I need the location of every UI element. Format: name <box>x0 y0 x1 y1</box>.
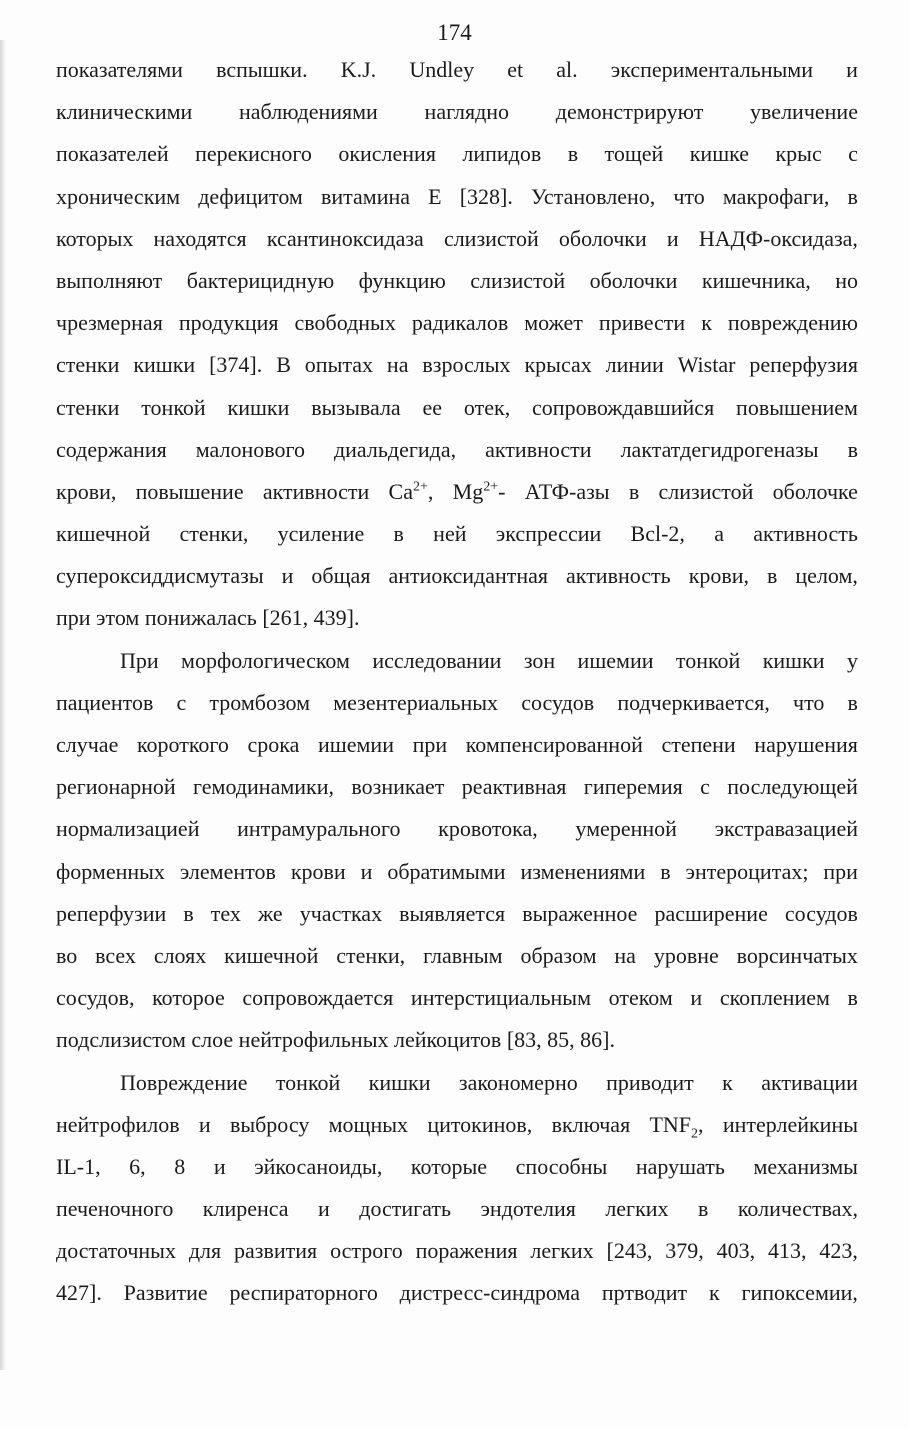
word: Повреждение <box>120 1069 248 1095</box>
word: на <box>386 352 409 378</box>
word: закономерно <box>458 1069 578 1095</box>
word: АТФ-азы <box>524 478 610 504</box>
word: поражения <box>415 1238 518 1264</box>
word: содержания <box>56 436 167 462</box>
body-text <box>56 49 858 1315</box>
word: 427]. <box>56 1280 102 1306</box>
text-line <box>56 1272 858 1314</box>
word: лактатдегидрогеназы <box>620 436 819 462</box>
word: 379, <box>665 1238 704 1264</box>
word: 8 <box>174 1153 186 1179</box>
text-line <box>56 977 858 1019</box>
word: в <box>847 689 858 715</box>
word: эйкосаноиды, <box>254 1153 383 1179</box>
text-line <box>56 133 858 175</box>
word: вспышки. <box>216 57 308 82</box>
word: в <box>767 563 778 589</box>
word: для <box>188 1238 222 1264</box>
word: и <box>666 225 679 251</box>
word: умеренной <box>575 816 677 842</box>
word: сосудов, <box>56 985 135 1011</box>
word: с <box>848 141 858 167</box>
word: и <box>198 1111 211 1137</box>
text-line <box>56 513 858 555</box>
word: стенки, <box>179 521 249 547</box>
word: хроническим <box>56 183 181 209</box>
word: отеком <box>608 985 673 1011</box>
word: сосудов <box>784 900 858 926</box>
word: экстравазацией <box>714 816 858 842</box>
word: Е <box>428 183 442 209</box>
word: срока <box>247 732 300 757</box>
word: экспрессии <box>495 521 602 547</box>
word: может <box>524 310 583 336</box>
word: крови <box>290 858 346 884</box>
word: цитокинов, <box>427 1111 533 1137</box>
word: опытах <box>304 352 373 378</box>
word: привести <box>598 310 686 336</box>
word: мощных <box>328 1111 409 1137</box>
word: скоплением <box>719 985 830 1011</box>
word: в <box>628 478 640 504</box>
word: случае <box>56 732 119 757</box>
word: крови, <box>56 478 117 504</box>
word: et <box>507 57 524 82</box>
word: во <box>56 942 78 968</box>
word: тромбозом <box>209 689 311 715</box>
text-line <box>56 1188 858 1230</box>
word: регионарной <box>56 774 176 800</box>
text-line: подслизистом слое нейтрофильных лейкоцитов [83, 85, 86]. <box>56 1027 615 1053</box>
word: активации <box>761 1069 858 1095</box>
word: тонкой <box>141 394 206 420</box>
word: же <box>257 900 283 926</box>
text-line <box>56 344 858 386</box>
text-line <box>56 1230 858 1272</box>
word: приводит <box>606 1069 694 1095</box>
text-line <box>56 429 858 471</box>
word: реперфузия <box>749 352 858 378</box>
text-line <box>56 471 858 513</box>
word: нарушать <box>635 1153 725 1179</box>
word: ксантиноксидаза <box>266 225 424 251</box>
text-line <box>56 724 858 766</box>
word: образом <box>520 942 597 968</box>
word: выявляется <box>399 900 506 926</box>
word: расширение <box>654 900 768 926</box>
word: крысах <box>524 352 592 378</box>
word: активности <box>262 478 370 504</box>
word: выбросу <box>229 1111 310 1137</box>
word: [374]. <box>209 352 263 378</box>
word: достигать <box>359 1196 452 1222</box>
word: энтероцитах; <box>685 858 809 884</box>
word: отек, <box>463 394 511 420</box>
word: кишечной <box>56 521 151 547</box>
word: стенки, <box>336 942 406 968</box>
word: и <box>690 985 703 1011</box>
word: общая <box>311 563 371 589</box>
page-number: 174 <box>437 20 472 45</box>
text-line <box>56 1146 858 1188</box>
word: которых <box>56 225 134 251</box>
word: нейтрофилов <box>56 1111 180 1137</box>
word: и <box>846 57 858 82</box>
word: гемодинамики, <box>193 774 334 800</box>
word: наглядно <box>424 99 510 125</box>
text-line <box>56 640 858 682</box>
word: повреждению <box>727 310 858 336</box>
word: кишки <box>368 1069 431 1095</box>
word: зон <box>523 647 556 673</box>
word: нарушения <box>754 732 858 757</box>
word: [243, <box>606 1238 653 1264</box>
word: При <box>120 647 159 673</box>
word: перекисного <box>195 141 312 167</box>
word: крови, <box>688 563 750 589</box>
word: в <box>660 858 671 884</box>
word: исследовании <box>372 647 502 673</box>
text-line <box>56 851 858 893</box>
word: в <box>698 1196 709 1222</box>
word: клиренса <box>202 1196 289 1222</box>
word: к <box>722 1069 733 1095</box>
word: и <box>360 858 373 884</box>
word: крыс <box>775 141 822 167</box>
word: главным <box>423 942 503 968</box>
word: легких <box>605 1196 669 1222</box>
word: кишечной <box>224 942 319 968</box>
text-line <box>56 1062 858 1104</box>
text-line <box>56 766 858 808</box>
word: В <box>276 352 291 378</box>
word: реперфузии <box>56 900 167 926</box>
word: диальдегида, <box>333 436 457 462</box>
word: интерстициальным <box>410 985 591 1011</box>
word: активность <box>566 563 671 589</box>
word: к <box>701 310 712 336</box>
text-line <box>56 682 858 724</box>
word: показателями <box>56 57 183 82</box>
word: [328]. <box>459 183 513 209</box>
word: Undley <box>409 57 475 82</box>
word: кровотока, <box>438 816 538 842</box>
word: легких <box>530 1238 594 1264</box>
word: оболочки <box>589 267 678 293</box>
word: компенсированной <box>465 732 643 757</box>
word: липидов <box>462 141 542 167</box>
word: в <box>847 183 858 209</box>
word: $Mg^{2+}-$ <box>452 478 506 504</box>
word: а <box>714 521 724 547</box>
text-line <box>56 176 858 218</box>
word: изменениями <box>520 858 646 884</box>
word: наблюдениями <box>239 99 378 125</box>
word: целом, <box>795 563 858 589</box>
word: кишечника, <box>701 267 811 293</box>
word: способны <box>515 1153 608 1179</box>
word: к <box>708 1280 720 1306</box>
word: тонкой <box>675 647 741 673</box>
word: IL-1, <box>56 1153 101 1179</box>
word: клиническими <box>56 99 193 125</box>
word: кишке <box>689 141 750 167</box>
word: ворсинчатых <box>736 942 858 968</box>
word: механизмы <box>753 1153 858 1179</box>
word: которое <box>152 985 225 1011</box>
word: что <box>793 689 825 715</box>
word: находятся <box>153 225 247 251</box>
word: Wistar <box>677 352 736 378</box>
word: свободных <box>294 310 396 336</box>
word: последующей <box>727 774 858 800</box>
word: функцию <box>358 267 446 293</box>
word: гипоксемии, <box>741 1280 858 1306</box>
word: и <box>281 563 294 589</box>
word: ишемии <box>577 647 654 673</box>
word: дефицитом <box>198 183 303 209</box>
word: и <box>213 1153 226 1179</box>
word: и <box>318 1196 330 1222</box>
word: супероксиддисмутазы <box>56 563 264 589</box>
text-line: при этом понижалась [261, 439]. <box>56 605 360 631</box>
word: $Ca^{2+}$, <box>388 478 434 504</box>
word: реактивная <box>461 774 567 800</box>
word: в <box>567 141 579 167</box>
word: al. <box>556 57 578 82</box>
word: взрослых <box>422 352 511 378</box>
text-line <box>56 387 858 429</box>
word: радикалов <box>411 310 509 336</box>
word: на <box>614 942 636 968</box>
word: форменных <box>56 858 165 884</box>
word: макрофаги, <box>722 183 830 209</box>
word: бактерицидную <box>186 267 335 293</box>
word: показателей <box>56 141 169 167</box>
word: в <box>393 521 404 547</box>
word: K.J. <box>340 57 377 82</box>
word: пртводит <box>601 1280 688 1306</box>
text-line <box>56 808 858 850</box>
word: 423, <box>819 1238 858 1264</box>
word: ишемии <box>318 732 394 757</box>
word: с <box>176 689 187 715</box>
word: активности <box>485 436 592 462</box>
word: морфологическом <box>181 647 350 673</box>
word: экспериментальными <box>610 57 814 82</box>
word: малонового <box>195 436 305 462</box>
word: что <box>673 183 705 209</box>
word: эндотелия <box>480 1196 576 1222</box>
word: тех <box>210 900 241 926</box>
text-line <box>56 91 858 133</box>
word: 6, <box>129 1153 146 1179</box>
word: 413, <box>768 1238 807 1264</box>
word: в <box>183 900 194 926</box>
word: подчеркивается, <box>617 689 770 715</box>
word: степени <box>661 732 736 757</box>
word: с <box>700 774 710 800</box>
word: тощей <box>604 141 664 167</box>
word: уровне <box>653 942 719 968</box>
word: сопровождавшийся <box>532 394 715 420</box>
word: оболочки <box>558 225 647 251</box>
word: стенки <box>56 352 120 378</box>
word: 403, <box>716 1238 756 1264</box>
word: при <box>412 732 448 757</box>
word: тонкой <box>275 1069 341 1095</box>
word: выполняют <box>56 267 163 293</box>
scan-edge-shadow <box>0 40 6 1370</box>
word: выраженное <box>522 900 638 926</box>
word: кишки <box>762 647 825 673</box>
word: повышение <box>135 478 244 504</box>
word: $TNF_2$, <box>649 1111 704 1142</box>
word: элементов <box>179 858 276 884</box>
word: развития <box>234 1238 318 1264</box>
word: гиперемия <box>583 774 683 800</box>
word: кишки <box>227 394 290 420</box>
word: достаточных <box>56 1238 176 1264</box>
word: интрамурального <box>237 816 401 842</box>
word: антиоксидантная <box>388 563 549 589</box>
word: стенки <box>56 394 120 420</box>
word: вызывала <box>311 394 401 420</box>
word: включая <box>551 1111 631 1137</box>
word: интерлейкины <box>722 1111 858 1137</box>
word: мезентериальных <box>333 689 499 715</box>
word: респираторного <box>229 1280 378 1306</box>
text-line <box>56 893 858 935</box>
word: дистресс-синдрома <box>399 1280 581 1306</box>
word: повышением <box>736 394 858 420</box>
word: печеночного <box>56 1196 174 1222</box>
word: Развитие <box>123 1280 208 1306</box>
word: пациентов <box>56 689 154 715</box>
word: обратимыми <box>387 858 506 884</box>
word: у <box>846 647 858 673</box>
word: витамина <box>320 183 411 209</box>
word: слизистой <box>658 478 754 504</box>
word: но <box>835 267 858 293</box>
text-line <box>56 935 858 977</box>
word: количествах, <box>737 1196 858 1222</box>
word: ее <box>422 394 443 420</box>
word: сопровождается <box>242 985 394 1011</box>
text-line <box>56 302 858 344</box>
word: демонстрируют <box>555 99 704 125</box>
word: кишки <box>133 352 196 378</box>
text-line <box>56 49 858 91</box>
word: линии <box>605 352 664 378</box>
word: увеличение <box>750 99 858 125</box>
word: слоях <box>153 942 207 968</box>
word: сосудов <box>521 689 595 715</box>
word: усиление <box>277 521 365 547</box>
word: оболочке <box>772 478 858 504</box>
word: ней <box>433 521 467 547</box>
word: окисления <box>338 141 436 167</box>
text-line <box>56 218 858 260</box>
text-line <box>56 260 858 302</box>
word: в <box>847 436 858 462</box>
word: продукция <box>178 310 279 336</box>
word: всех <box>95 942 136 968</box>
word: НАДФ-оксидаза, <box>698 225 858 251</box>
word: чрезмерная <box>56 310 163 336</box>
word: возникает <box>351 774 445 800</box>
word: острого <box>330 1238 403 1264</box>
word: в <box>847 985 858 1011</box>
word: слизистой <box>443 225 539 251</box>
word: нормализацией <box>56 816 200 842</box>
word: при <box>823 858 858 884</box>
word: участках <box>299 900 383 926</box>
word: Bcl-2, <box>630 521 685 547</box>
word: короткого <box>136 732 229 757</box>
word: Установлено, <box>531 183 656 209</box>
word: слизистой <box>470 267 566 293</box>
text-line <box>56 1104 858 1146</box>
text-line <box>56 555 858 597</box>
word: которые <box>410 1153 488 1179</box>
word: активность <box>753 521 858 547</box>
